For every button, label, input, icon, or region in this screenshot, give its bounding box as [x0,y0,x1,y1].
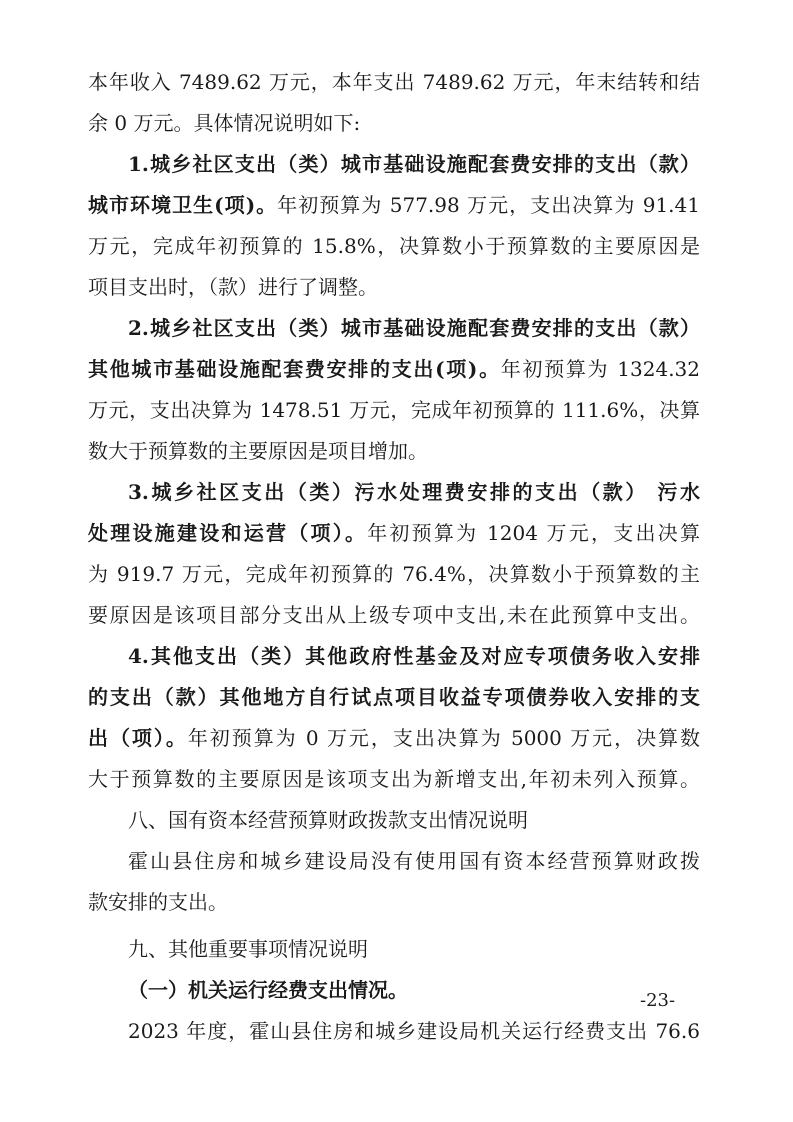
section8-line-2: 款安排的支出。 [88,890,228,914]
item1-line-2 [88,185,700,226]
section9-line-1: 2023 年度，霍山县住房和城乡建设局机关运行经费支出 76.6 [128,1019,700,1043]
item1-line-4: 项目支出时，（款）进行了调整。 [88,275,378,299]
section9-subheading: （一）机关运行经费支出情况。 [128,978,408,1002]
document-body [88,62,700,1052]
item3-line-3: 为 919.7 万元，完成年初预算的 76.4%，决算数小于预算数的主 [88,562,700,586]
item3-line-2 [88,513,700,554]
item1-subheading: 城市环境卫生(项)。 [88,193,278,217]
section8-title: 八、国有资本经营预算财政拨款支出情况说明 [128,808,528,832]
item4-line-3 [88,718,700,759]
item4-heading: 4.其他支出（类）其他政府性基金及对应专项债务收入安排 [128,644,700,668]
item2-line-4: 数大于预算数的主要原因是项目增加。 [88,439,428,463]
item3-line-4: 要原因是该项目部分支出从上级专项中支出,未在此预算中支出。 [88,603,700,627]
section8-line-1: 霍山县住房和城乡建设局没有使用国有资本经营预算财政拨 [128,849,700,873]
item3-subheading: 处理设施建设和运营（项）。 [88,521,368,545]
item4-subheading: 出（项）。 [88,726,188,750]
item4-budget-text: 年初预算为 0 万元，支出决算为 5000 万元，决算数 [187,726,700,750]
item1-heading: 1.城乡社区支出（类）城市基础设施配套费安排的支出（款） [128,152,700,176]
item2-subheading: 其他城市基础设施配套费安排的支出(项)。 [88,357,501,381]
intro-line-1: 本年收入 7489.62 万元，本年支出 7489.62 万元，年末结转和结 [88,70,700,94]
page-number: -23- [640,990,676,1011]
item4-heading-line-2: 的支出（款）其他地方自行试点项目收益专项债券收入安排的支 [88,685,700,709]
item3-budget-text: 年初预算为 1204 万元，支出决算 [367,521,700,545]
item2-budget-text: 年初预算为 1324.32 [500,357,700,381]
item3-heading: 3.城乡社区支出（类）污水处理费安排的支出（款） 污水 [128,480,700,504]
item4-line-4: 大于预算数的主要原因是该项支出为新增支出,年初未列入预算。 [88,767,700,791]
item2-line-2 [88,349,700,390]
item2-line-3: 万元，支出决算为 1478.51 万元，完成年初预算的 111.6%，决算 [88,398,700,422]
intro-line-2: 余 0 万元。具体情况说明如下: [88,111,361,135]
item1-line-3: 万元，完成年初预算的 15.8%，决算数小于预算数的主要原因是 [88,234,700,258]
item1-budget-text: 年初预算为 577.98 万元，支出决算为 91.41 [277,193,700,217]
section9-title: 九、其他重要事项情况说明 [128,937,368,961]
item2-heading: 2.城乡社区支出（类）城市基础设施配套费安排的支出（款） [128,316,700,340]
